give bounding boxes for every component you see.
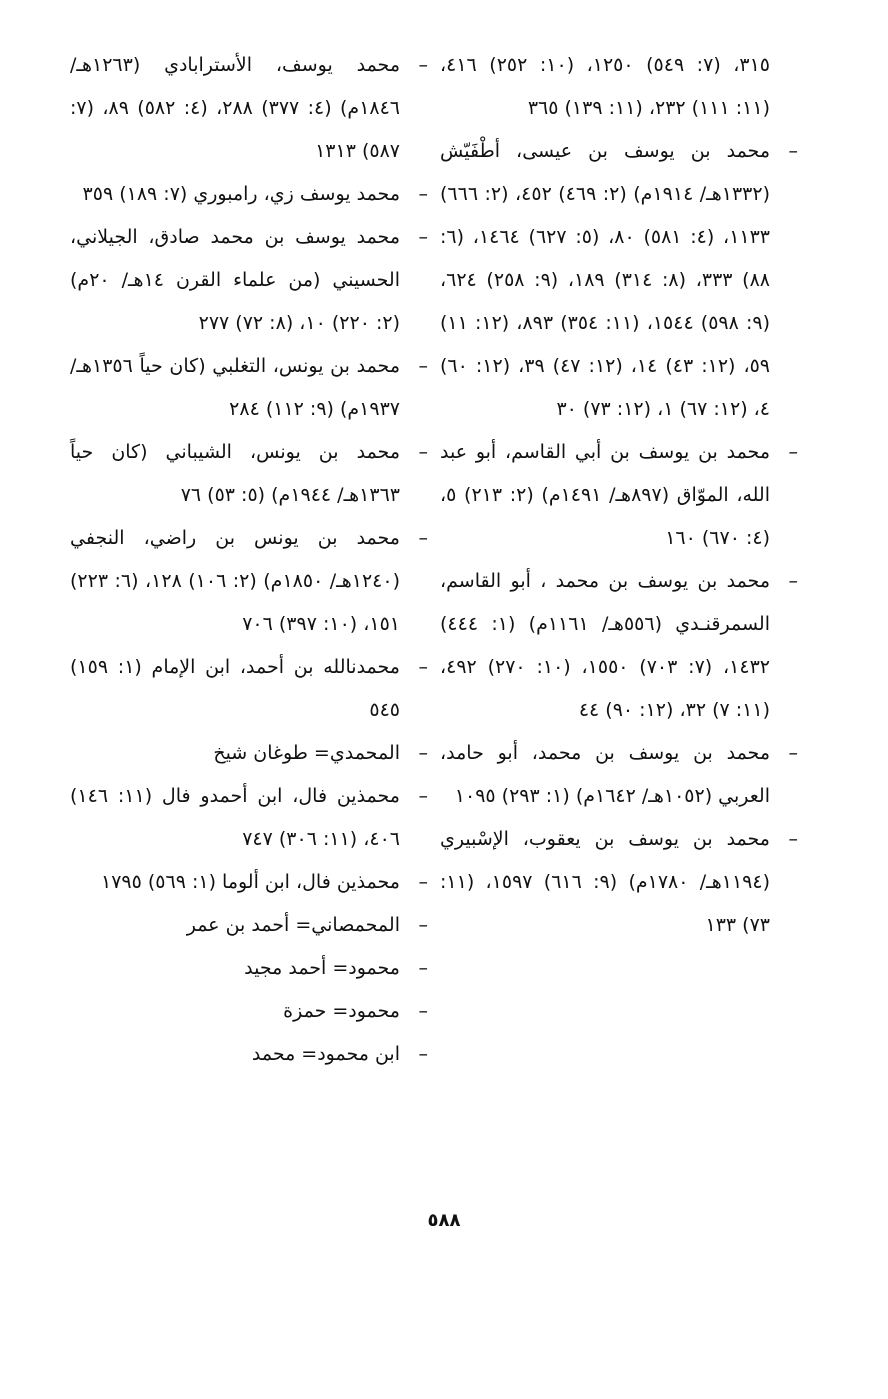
entry-text: محمود= أحمد مجيد (244, 957, 400, 979)
index-entry (70, 431, 428, 517)
index-entry (70, 44, 428, 173)
entry-text: محمد بن يوسف بن محمد ، أبو القاسم، السمرقنـدي (٥٥٦هـ/ ١١٦١م) (١: ٤٤٤) ١٤٣٢، (٧: ٧٠٣) ١٥٥٠، (١٠: ٢٧٠) ٤٩٢، (١١: ٧) ٣٢، (١٢: ٩٠) ٤٤ (440, 570, 770, 721)
entry-dash: – (418, 54, 428, 76)
entry-text: محمد بن يوسف بن محمد، أبو حامد، العربي (١٠٥٢هـ/ ١٦٤٢م) (١: ٢٩٣) ١٠٩٥ (440, 742, 770, 807)
index-entry (70, 517, 428, 646)
entry-text: المحمدي= طوغان شيخ (213, 742, 400, 764)
entry-dash: – (788, 140, 798, 162)
entry-dash: – (418, 527, 428, 549)
entry-text: محمد بن يوسف بن أبي القاسم، أبو عبد الله، الموّاق (٨٩٧هـ/ ١٤٩١م) (٢: ٢١٣) ٥،(٤: ٦٧٠) ١٦٠ (440, 441, 770, 549)
entry-text: محمدنالله بن أحمد، ابن الإمام (١: ١٥٩) ٥٤٥ (70, 656, 400, 721)
index-entry (70, 990, 428, 1033)
entry-text: محمد بن يوسف بن عيسى، أطْفَيّش (١٣٣٢هـ/ ١٩١٤م) (٢: ٤٦٩) ٤٥٢، (٢: ٦٦٦) ١١٣٣، (٤: ٥٨١) ٨٠، (٥: ٦٢٧) ١٤٦٤، (٦: ٨٨) ٣٣٣، (٨: ٣١٤) ١٨٩، (٩: ٢٥٨) ٦٢٤، (٩: ٥٩٨) ١٥٤٤، (١١: ٣٥٤) ٨٩٣، (١٢: ١١) ٥٩، (١٢: ٤٣) ١٤، (١٢: ٤٧) ٣٩، (١٢: ٦٠) ٤، (١٢: ٦٧) ١، (١٢: ٧٣) ٣٠ (440, 140, 771, 420)
index-entry (70, 646, 428, 732)
entry-dash: – (418, 957, 428, 979)
index-column-right (440, 44, 798, 947)
entry-text: محمذين فال، ابن ألوما (١: ٥٦٩) ١٧٩٥ (101, 871, 400, 893)
entry-text: محمد يوسف زي، رامبوري (٧: ١٨٩) ٣٥٩ (82, 183, 400, 205)
entry-text: ٣١٥، (٧: ٥٤٩) ١٢٥٠، (١٠: ٢٥٢) ٤١٦، (١١: ١١١) ٢٣٢، (١١: ١٣٩) ٣٦٥ (440, 54, 771, 119)
entry-dash: – (418, 914, 428, 936)
index-entry (70, 861, 428, 904)
page-number: ٥٨٨ (427, 1210, 461, 1231)
index-entry (440, 732, 798, 818)
index-entry (70, 345, 428, 431)
entry-text: المحمصاني= أحمد بن عمر (186, 914, 400, 936)
index-entry (70, 904, 428, 947)
entry-dash: – (418, 742, 428, 764)
entry-text: محمد بن يونس، الشيباني (كان حياً ١٣٦٣هـ/ ١٩٤٤م) (٥: ٥٣) ٧٦ (70, 441, 400, 506)
index-entry (440, 44, 770, 130)
index-entry (70, 173, 428, 216)
index-entry (440, 130, 798, 431)
index-entry (70, 1033, 428, 1076)
entry-dash: – (418, 656, 428, 678)
entry-dash: – (418, 355, 428, 377)
entry-dash: – (418, 1043, 428, 1065)
index-entry (70, 775, 428, 861)
entry-dash: – (418, 183, 428, 205)
index-entry (70, 947, 428, 990)
entry-text: محمد بن يونس، التغلبي (كان حياً ١٣٥٦هـ/ ١٩٣٧م) (٩: ١١٢) ٢٨٤ (70, 355, 400, 420)
entry-dash: – (788, 742, 798, 764)
entry-dash: – (418, 441, 428, 463)
entry-dash: – (788, 570, 798, 592)
entry-text: محمذين فال، ابن أحمدو فال (١١: ١٤٦) ٤٠٦، (١١: ٣٠٦) ٧٤٧ (70, 785, 400, 850)
entry-dash: – (418, 785, 428, 807)
entry-text: محمد يوسف بن محمد صادق، الجيلاني، الحسيني (من علماء القرن ١٤هـ/ ٢٠م) (٢: ٢٢٠) ١٠، (٨: ٧٢) ٢٧٧ (70, 226, 400, 334)
entry-dash: – (788, 828, 798, 850)
index-entry (440, 560, 798, 732)
entry-dash: – (418, 871, 428, 893)
entry-text: محمد يوسف، الأسترابادي (١٢٦٣هـ/ ١٨٤٦م) (٤: ٣٧٧) ٢٨٨، (٤: ٥٨٢) ٨٩، (٧: ٥٨٧) ١٣١٣ (70, 54, 401, 162)
entry-dash: – (788, 441, 798, 463)
index-entry (70, 732, 428, 775)
index-column-left (70, 44, 428, 1076)
entry-text: محمود= حمزة (283, 1000, 400, 1022)
entry-dash: – (418, 1000, 428, 1022)
index-entry (70, 216, 428, 345)
index-entry (440, 431, 798, 560)
entry-text: محمد بن يوسف بن يعقوب، الإسْبيري (١١٩٤هـ/ ١٧٨٠م) (٩: ٦١٦) ١٥٩٧، (١١: ٧٣) ١٣٣ (440, 828, 770, 936)
entry-text: ابن محمود= محمد (251, 1043, 400, 1065)
entry-text: محمد بن يونس بن راضي، النجفي (١٢٤٠هـ/ ١٨٥٠م) (٢: ١٠٦) ١٢٨، (٦: ٢٢٣) ١٥١، (١٠: ٣٩٧) ٧٠٦ (70, 527, 400, 635)
entry-dash: – (418, 226, 428, 248)
index-entry (440, 818, 798, 947)
